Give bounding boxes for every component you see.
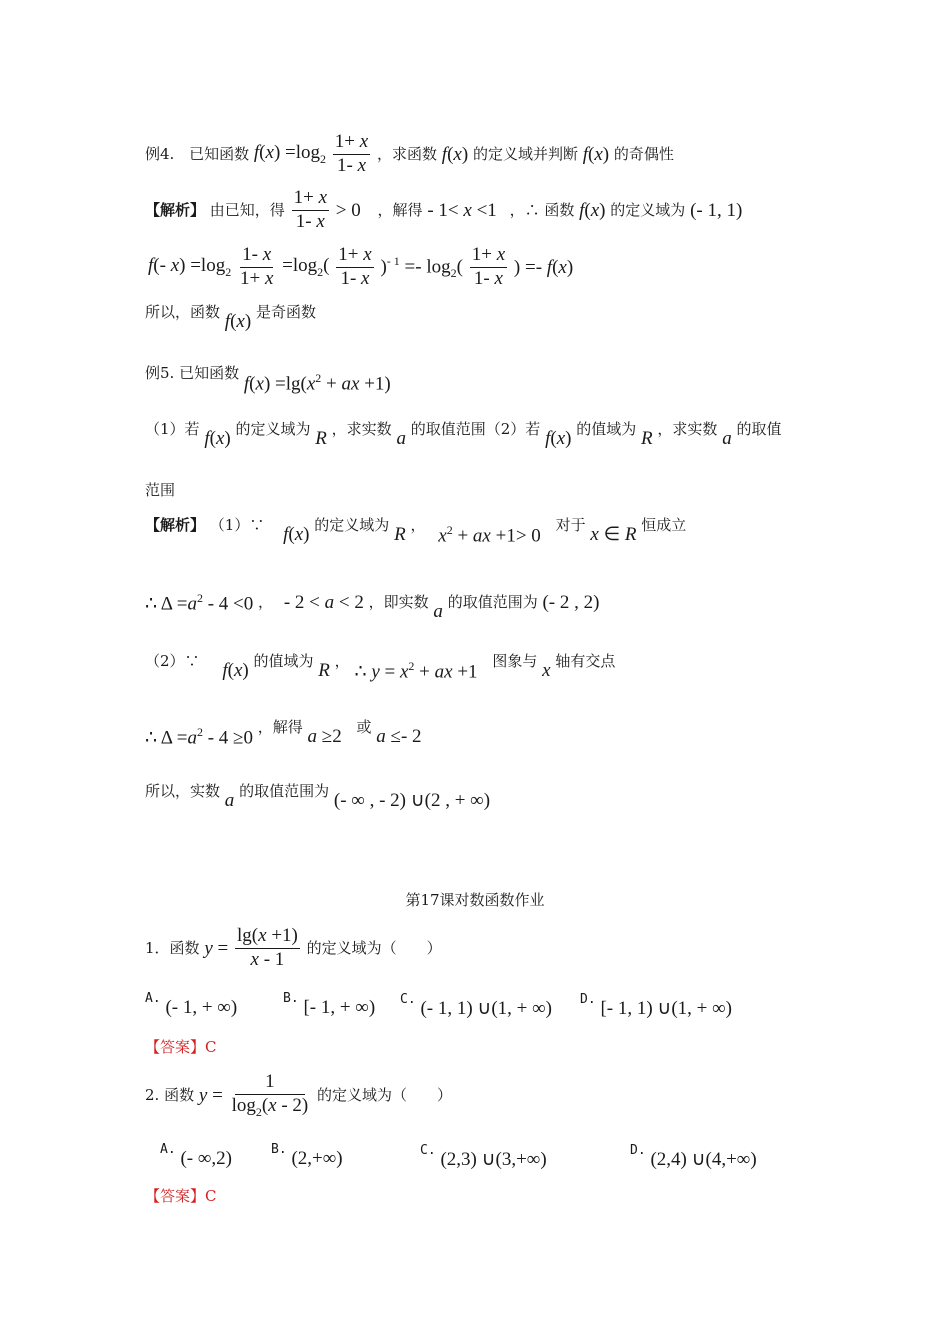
math-fx: f(x): [283, 524, 310, 546]
question-text: ，求实数: [657, 420, 718, 438]
option-label: B.: [283, 991, 299, 1006]
q2-option-b[interactable]: [271, 1142, 343, 1170]
solution-5-text: 的取值范围为: [447, 593, 538, 612]
homework-title: 第17课对数函数作业: [405, 891, 545, 909]
math-membership: x ∈ R: [590, 524, 637, 546]
math-function: ∴ $y = x^2$ + ax +1: [354, 659, 478, 683]
option-label: B.: [271, 1142, 287, 1157]
question-text: 的取值: [736, 420, 782, 438]
math-fx: f(x): [222, 660, 249, 682]
solution-4-text: 的定义域为: [610, 200, 686, 219]
solution-4-text: ，∴ 函数: [509, 200, 575, 219]
math-derivation: f(- $x) =\log_2$: [148, 255, 232, 280]
q2-option-d[interactable]: [630, 1142, 757, 1171]
math-R: R: [315, 428, 327, 449]
question-2: [145, 1072, 452, 1119]
solution-5-text: （1）∵: [209, 516, 265, 535]
math-fraction: $\frac{1}{\log_2(x - 2)}$: [231, 1071, 309, 1119]
math-fx: f(x): [224, 311, 252, 332]
math-a: a: [433, 601, 443, 623]
question-1: [145, 926, 442, 971]
math-fraction: $\frac{1+ x}{1- x}$: [471, 244, 506, 289]
math-interval: (- ∞ , - 2) ∪(2 , + ∞): [333, 790, 491, 811]
solution-5-text: ，解得: [257, 718, 303, 737]
math-fraction: $\frac{1+ x}{1- x}$: [334, 131, 369, 176]
math-fx-def: $f(x) =\lg(x^2$ + ax +1): [243, 371, 391, 395]
option-label: A.: [160, 1142, 176, 1157]
example-5-line: [145, 363, 391, 395]
question-text: （1）若: [145, 420, 200, 438]
option-math: (- 1, 1) ∪(1, + ∞): [420, 998, 552, 1019]
question-text: 范围: [145, 480, 176, 499]
answer-value: C: [205, 1037, 217, 1056]
option-math: (2,3) ∪(3,+∞): [440, 1149, 547, 1170]
solution-4-text: 由已知，得: [209, 200, 285, 219]
solution-5-text: ，: [258, 593, 274, 612]
solution-5-text: ，: [410, 516, 426, 535]
conclusion-text: 所以，实数: [145, 782, 221, 800]
math-interval: (- 1, 1): [690, 199, 743, 221]
option-math: (2,+∞): [291, 1148, 343, 1169]
conclusion-text: 的取值范围为: [239, 782, 330, 800]
math-discriminant: ∴ $\Delta =a^2 - 4 \ge 0$: [145, 725, 253, 749]
solution-5-text: ，: [334, 652, 350, 671]
math-x: x: [542, 660, 551, 682]
solution-4-text: ，解得: [377, 200, 423, 219]
math-derivation: $=\log_2$(: [282, 255, 330, 280]
math-a: a: [396, 428, 406, 449]
math-derivation: ) =- f(x): [513, 256, 574, 278]
math-inequality: a ≥2: [307, 726, 342, 748]
math-fx: f(x): [545, 428, 572, 449]
solution-5-text: ，即实数: [368, 593, 429, 612]
answer-tag: 【答案】: [145, 1186, 206, 1205]
option-math: [- 1, + ∞): [303, 997, 376, 1018]
solution-5-text: 的定义域为: [314, 516, 390, 535]
question-2-text: 的定义域为（ ）: [317, 1085, 453, 1104]
q1-answer: [145, 1039, 217, 1055]
question-text: 的定义域为: [235, 420, 311, 438]
math-fx: f(x): [441, 143, 469, 165]
solution-5-text: 或: [356, 718, 372, 737]
example-4-text: ，求函数: [376, 144, 437, 163]
option-label: C.: [400, 991, 416, 1007]
question-text: ，求实数: [331, 420, 392, 438]
question-1-text: 的定义域为（ ）: [306, 938, 442, 957]
math-inequality: a ≤- 2: [376, 726, 422, 748]
math-fx: f(x): [582, 143, 610, 165]
example-5-wrap: [145, 482, 175, 498]
solution-5-conclusion: [145, 782, 491, 811]
example-4-text: 的定义域并判断: [472, 144, 578, 163]
example-4-text: 的奇偶性: [613, 144, 674, 163]
math-fraction: $\frac{1+ x}{1- x}$: [338, 244, 372, 289]
option-label: D.: [630, 1142, 646, 1158]
math-fraction: $\frac{1+ x}{1- x}$: [293, 187, 327, 232]
solution-4-conclusion: [145, 303, 316, 332]
solution-5-text: 的值域为: [253, 652, 314, 671]
solution-5-text: （2）∵: [145, 652, 200, 671]
answer-tag: 【答案】: [145, 1037, 206, 1056]
option-label: C.: [420, 1142, 436, 1158]
math-fraction: $\frac{1- x}{1+ x}$: [239, 244, 274, 289]
solution-tag: 【解析】: [145, 516, 206, 535]
solution-5-line-2: [145, 591, 600, 623]
option-label: A.: [145, 991, 161, 1006]
math-fraction: $\frac{\lg(x +1)}{x - 1}$: [237, 925, 298, 970]
math-R: R: [394, 524, 406, 546]
option-math: (- 1, + ∞): [165, 997, 238, 1018]
option-math: (2,4) ∪(4,+∞): [650, 1149, 757, 1170]
option-label: D.: [580, 991, 596, 1007]
conclusion-text: 所以，函数: [145, 303, 221, 321]
q2-option-c[interactable]: [420, 1142, 547, 1171]
solution-tag: 【解析】: [145, 200, 206, 219]
question-1-label: 1．函数: [145, 938, 200, 957]
solution-4-line-1: [145, 188, 742, 233]
math-fx-def: $f(x) =\log_2$: [253, 142, 327, 167]
example-5-text: 已知函数: [179, 364, 240, 383]
option-math: [- 1, 1) ∪(1, + ∞): [600, 998, 732, 1019]
conclusion-text: 是奇函数: [255, 303, 316, 321]
solution-5-text: 对于: [555, 516, 586, 535]
question-text: 的取值范围（2）若: [410, 420, 541, 438]
example-4-text: 已知函数: [189, 144, 250, 163]
solution-5-text: 图象与: [492, 652, 538, 671]
math-discriminant: ∴ $\Delta =a^2 - 4 <0$: [145, 591, 254, 615]
math-interval: (- 2 , 2): [542, 592, 600, 614]
math-fx: f(x): [204, 428, 231, 449]
solution-5-line-1: [145, 515, 687, 547]
math-fx: f(x): [579, 199, 606, 221]
example-5-questions: [145, 420, 782, 449]
q1-option-a[interactable]: [145, 991, 238, 1019]
math-a: a: [224, 790, 235, 811]
question-2-label: 2. 函数: [145, 1085, 195, 1104]
q1-option-c[interactable]: [400, 991, 552, 1020]
option-math: (- ∞,2): [180, 1148, 232, 1169]
q2-answer: [145, 1188, 217, 1204]
example-5-label: 例5.: [145, 364, 175, 383]
q2-option-a[interactable]: [160, 1142, 232, 1170]
question-text: 的值域为: [576, 420, 637, 438]
math-R: R: [318, 660, 330, 682]
solution-5-text: 轴有交点: [555, 652, 616, 671]
solution-5-line-4: [145, 717, 422, 749]
solution-4-line-2: [148, 245, 573, 290]
solution-5-text: 恒成立: [641, 516, 687, 535]
math-R: R: [641, 428, 653, 449]
q1-option-d[interactable]: [580, 991, 732, 1020]
math-y: y =: [198, 1084, 223, 1106]
math-a: a: [722, 428, 732, 449]
example-4-label: 例4.: [145, 144, 175, 163]
math-inequality: > 0: [335, 199, 361, 221]
math-derivation: )$^{- 1} =- \log_2$(: [380, 254, 463, 281]
q1-option-b[interactable]: [283, 991, 376, 1019]
example-4-line: [145, 132, 674, 177]
math-range: - 1< x <1: [427, 199, 497, 221]
math-inequality: $x^2$ + ax +1> 0: [438, 523, 541, 547]
answer-value: C: [205, 1186, 217, 1205]
math-range: - 2 < a < 2: [283, 592, 364, 614]
math-y: y =: [204, 937, 229, 959]
solution-5-line-3: [145, 651, 616, 683]
